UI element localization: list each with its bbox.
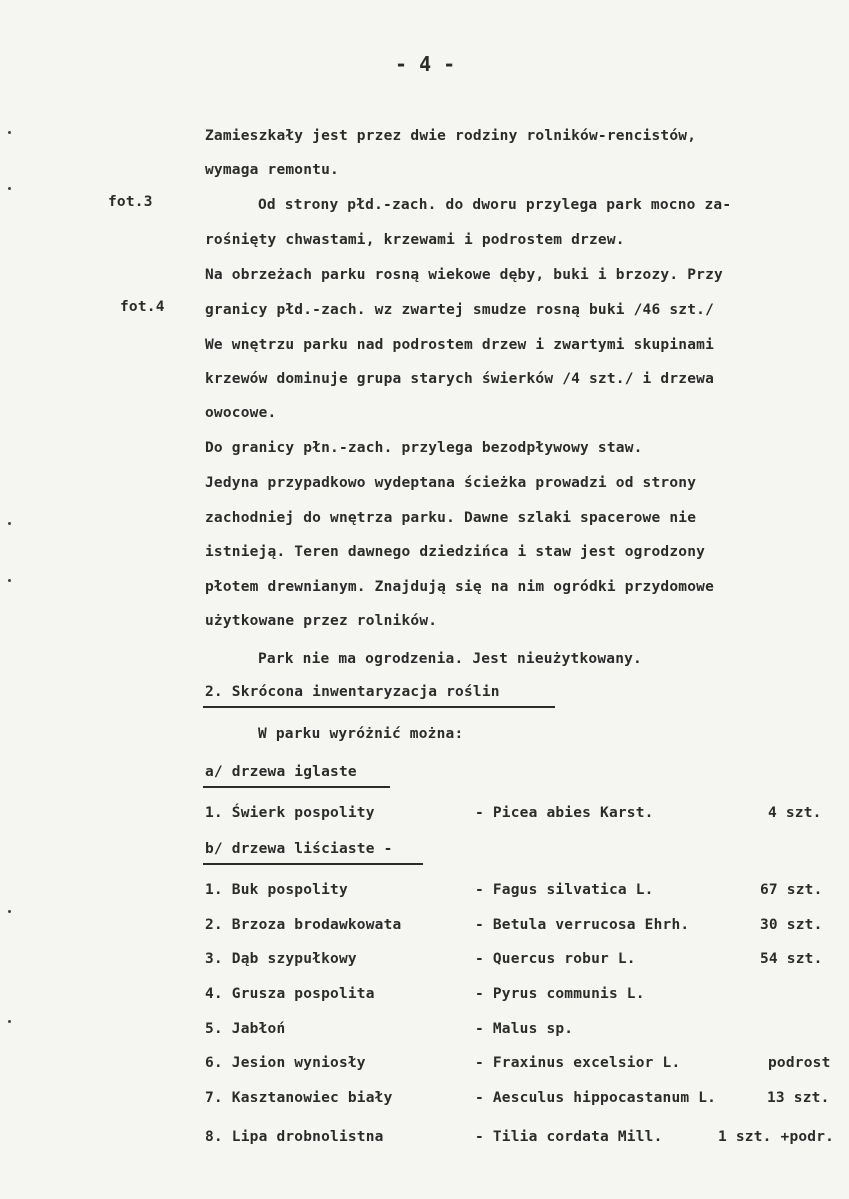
plant-latin: - Aesculus hippocastanum L. xyxy=(475,1090,717,1106)
plant-count: 4 szt. xyxy=(768,805,822,821)
heading-underline xyxy=(203,706,555,708)
plant-latin: - Fagus silvatica L. xyxy=(475,882,654,898)
plant-name: 7. Kasztanowiec biały xyxy=(205,1090,393,1106)
margin-note-fot4: fot.4 xyxy=(120,299,165,315)
plant-count: 1 szt. +podr. xyxy=(718,1129,835,1145)
margin-mark xyxy=(8,910,11,913)
paragraph-line: Na obrzeżach parku rosną wiekowe dęby, buki i brzozy. Przy xyxy=(205,267,723,283)
margin-mark xyxy=(8,579,11,582)
plant-name: 4. Grusza pospolita xyxy=(205,986,375,1002)
plant-name: 1. Świerk pospolity xyxy=(205,805,375,821)
group-b-heading: b/ drzewa liściaste - xyxy=(205,841,393,857)
plant-latin: - Tilia cordata Mill. xyxy=(475,1129,663,1145)
paragraph-line: istnieją. Teren dawnego dziedzińca i staw jest ogrodzony xyxy=(205,544,706,560)
paragraph-line: użytkowane przez rolników. xyxy=(205,613,438,629)
plant-latin: - Malus sp. xyxy=(475,1021,574,1037)
margin-note-fot3: fot.3 xyxy=(108,194,153,210)
plant-count: 30 szt. xyxy=(760,917,823,933)
margin-mark xyxy=(8,522,11,525)
group-b-underline xyxy=(203,863,423,865)
paragraph-line: zachodniej do wnętrza parku. Dawne szlaki spacerowe nie xyxy=(205,510,697,526)
group-a-underline xyxy=(203,786,390,788)
plant-name: 6. Jesion wyniosły xyxy=(205,1055,366,1071)
plant-name: 5. Jabłoń xyxy=(205,1021,286,1037)
paragraph-line: Od strony płd.-zach. do dworu przylega park mocno za- xyxy=(258,197,732,213)
group-a-heading: a/ drzewa iglaste xyxy=(205,764,357,780)
margin-mark xyxy=(8,187,11,190)
paragraph-line: Park nie ma ogrodzenia. Jest nieużytkowany. xyxy=(258,651,642,667)
paragraph-line: Do granicy płn.-zach. przylega bezodpływowy staw. xyxy=(205,440,643,456)
plant-count: 13 szt. xyxy=(767,1090,830,1106)
paragraph-line: We wnętrzu parku nad podrostem drzew i zwartymi skupinami xyxy=(205,337,714,353)
paragraph-line: rośnięty chwastami, krzewami i podrostem drzew. xyxy=(205,232,625,248)
plant-latin: - Betula verrucosa Ehrh. xyxy=(475,917,690,933)
plant-count: 67 szt. xyxy=(760,882,823,898)
paragraph-line: Jedyna przypadkowo wydeptana ścieżka prowadzi od strony xyxy=(205,475,697,491)
plant-name: 8. Lipa drobnolistna xyxy=(205,1129,384,1145)
paragraph-line: owocowe. xyxy=(205,405,277,421)
paragraph-line: krzewów dominuje grupa starych świerków /4 szt./ i drzewa xyxy=(205,371,714,387)
plant-latin: - Picea abies Karst. xyxy=(475,805,654,821)
plant-count: podrost xyxy=(768,1055,831,1071)
paragraph-line: wymaga remontu. xyxy=(205,162,339,178)
plant-latin: - Pyrus communis L. xyxy=(475,986,645,1002)
plant-name: 1. Buk pospolity xyxy=(205,882,348,898)
intro-text: W parku wyróżnić można: xyxy=(258,726,464,742)
margin-mark xyxy=(8,1020,11,1023)
section-heading: 2. Skrócona inwentaryzacja roślin xyxy=(205,684,500,700)
paragraph-line: Zamieszkały jest przez dwie rodziny rolników-rencistów, xyxy=(205,128,697,144)
margin-mark xyxy=(8,131,11,134)
plant-latin: - Quercus robur L. xyxy=(475,951,636,967)
plant-name: 3. Dąb szypułkowy xyxy=(205,951,357,967)
plant-name: 2. Brzoza brodawkowata xyxy=(205,917,402,933)
paragraph-line: granicy płd.-zach. wz zwartej smudze rosną buki /46 szt./ xyxy=(205,302,714,318)
paragraph-line: płotem drewnianym. Znajdują się na nim ogródki przydomowe xyxy=(205,579,714,595)
page-number: - 4 - xyxy=(395,52,456,76)
plant-count: 54 szt. xyxy=(760,951,823,967)
plant-latin: - Fraxinus excelsior L. xyxy=(475,1055,681,1071)
